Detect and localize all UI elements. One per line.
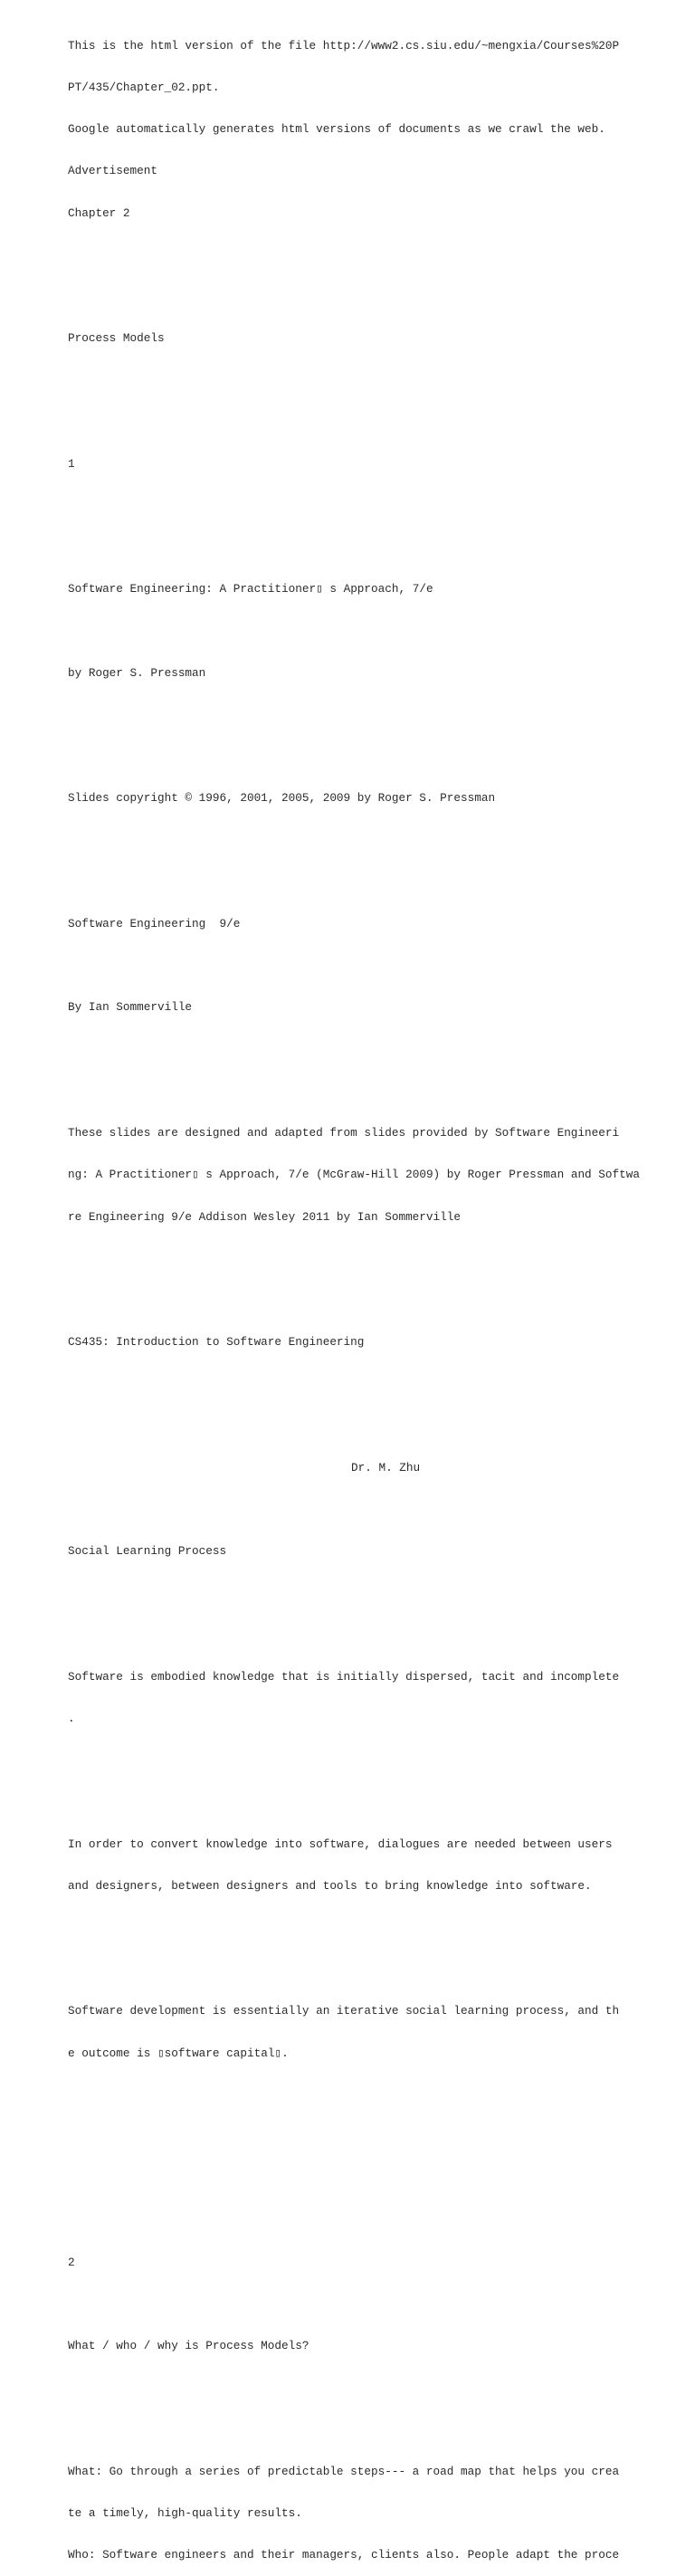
book-title: Software Engineering: A Practitioner▯ s Approach, 7/e [68,582,433,596]
bullet-text: In order to convert knowledge into software, dialogues are needed between users [68,1837,613,1851]
google-cache-notice: PT/435/Chapter_02.ppt. [68,81,220,95]
slide-title: Social Learning Process [68,1544,227,1559]
blank-line [68,1753,629,1767]
chapter-label: Chapter 2 [68,205,130,220]
course-title: CS435: Introduction to Software Engineering [68,1335,365,1350]
google-cache-notice: Google automatically generates html versions of documents as we crawl the web. [68,122,605,137]
instructor-name: Dr. M. Zhu [351,1460,421,1474]
blank-line [68,248,629,262]
book-author: by Roger S. Pressman [68,665,206,680]
blank-line [68,1293,629,1307]
blank-line [68,1252,629,1265]
blank-line [68,1628,629,1642]
blank-line [68,1419,629,1433]
book-author: By Ian Sommerville [68,1000,193,1015]
bullet-text: . [68,1711,75,1725]
blank-line [68,540,629,554]
blank-line [68,2422,629,2436]
adaptation-note: These slides are designed and adapted from slides provided by Software Engineeri [68,1126,620,1140]
blank-line [68,2297,629,2311]
adaptation-note: re Engineering 9/e Addison Wesley 2011 by Ian Sommerville [68,1209,461,1224]
copyright-line: Slides copyright © 1996, 2001, 2005, 2009 by Roger S. Pressman [68,791,496,806]
blank-line [68,1795,629,1808]
bullet-text: and designers, between designers and tools to bring knowledge into software. [68,1878,592,1893]
blank-line [68,1921,629,1934]
blank-line [68,2171,629,2185]
blank-line [68,415,629,429]
slide-title: Process Models [68,331,165,346]
book-title: Software Engineering 9/e [68,917,241,931]
blank-line [68,290,629,303]
blank-line [68,2088,629,2102]
blank-line [68,1084,629,1098]
bullet-text: Software is embodied knowledge that is initially dispersed, tacit and incomplete [68,1669,620,1684]
blank-line [68,2380,629,2394]
page-number: 2 [68,2255,75,2269]
bullet-text: What: Go through a series of predictable steps--- a road map that helps you crea [68,2464,620,2478]
slide-title: What / who / why is Process Models? [68,2338,309,2352]
blank-line [68,2213,629,2227]
google-cache-notice: This is the html version of the file http://www2.cs.siu.edu/~mengxia/Courses%20P [68,38,620,52]
blank-line [68,1043,629,1056]
blank-line [68,1586,629,1599]
bullet-text: e outcome is ▯software capital▯. [68,2046,289,2060]
blank-line [68,749,629,763]
adaptation-note: ng: A Practitioner▯ s Approach, 7/e (McGraw-Hill 2009) by Roger Pressman and Softwa [68,1168,640,1182]
page-number: 1 [68,456,75,471]
blank-line [68,625,629,638]
advertisement-label: Advertisement [68,164,157,178]
blank-line [68,834,629,847]
blank-line [68,2130,629,2143]
document-text [68,11,640,2576]
blank-line [68,708,629,721]
blank-line [68,499,629,512]
blank-line [68,1962,629,1976]
blank-line [68,1503,629,1516]
bullet-text: Software development is essentially an iterative social learning process, and th [68,2004,620,2018]
bullet-text: Who: Software engineers and their managers, clients also. People adapt the proce [68,2548,620,2562]
blank-line [68,959,629,972]
blank-line [68,373,629,386]
blank-line [68,1377,629,1390]
blank-line [68,875,629,889]
bullet-text: te a timely, high-quality results. [68,2505,302,2520]
